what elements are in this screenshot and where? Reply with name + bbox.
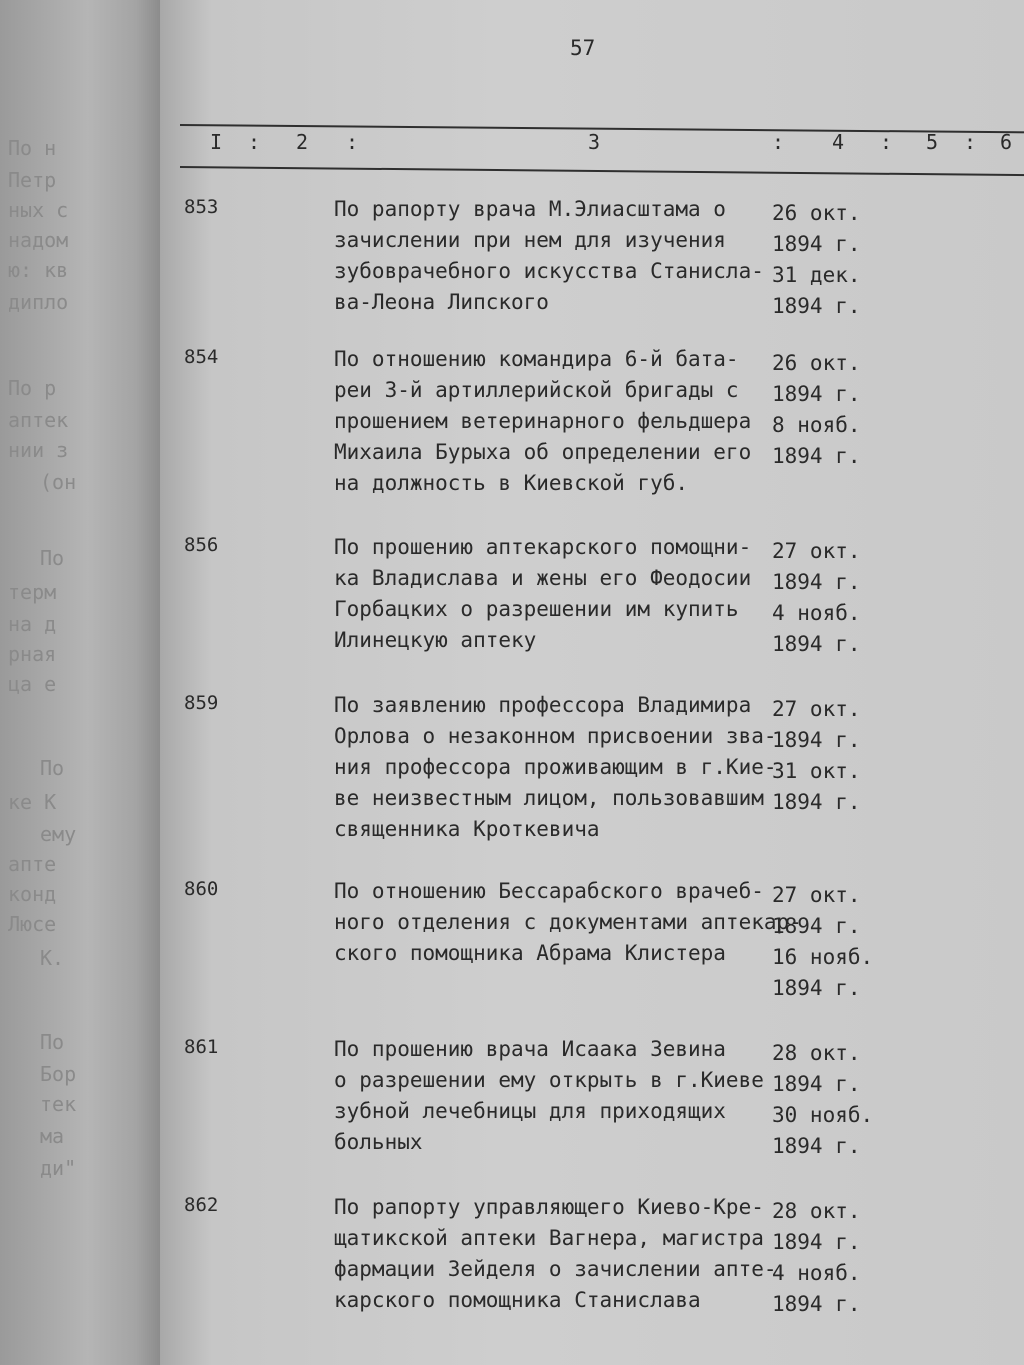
- left-page-text-fragment: ю: кв: [8, 258, 69, 282]
- table-rule-bottom: [180, 166, 1024, 176]
- entry-text: [334, 876, 802, 969]
- left-page-text-fragment: ца е: [8, 672, 57, 696]
- entry-text-line: По прошению аптекарского помощни-: [334, 535, 752, 559]
- column-header-6: 6: [1000, 130, 1013, 154]
- entry-date-line: 1894 г.: [772, 1072, 861, 1096]
- column-separator: :: [880, 130, 893, 154]
- column-separator: :: [772, 130, 785, 154]
- column-separator: :: [346, 130, 359, 154]
- entry-date-line: 31 окт.: [772, 759, 861, 783]
- entry-date-line: 1894 г.: [772, 570, 861, 594]
- entry-text-line: прошением ветеринарного фельдшера: [334, 409, 752, 433]
- entry-date-line: 27 окт.: [772, 539, 861, 563]
- entry-dates: [772, 880, 873, 1004]
- entry-text-line: По прошению врача Исаака Зевина: [334, 1037, 726, 1061]
- left-page-text-fragment: рная: [8, 642, 57, 666]
- entry-text-line: Илинецкую аптеку: [334, 628, 537, 652]
- column-separator: :: [248, 130, 261, 154]
- entry-date-line: 1894 г.: [772, 790, 861, 814]
- entry-text-line: ного отделения с документами аптекар-: [334, 910, 802, 934]
- left-page-text-fragment: По н: [8, 136, 57, 160]
- left-page-text-fragment: конд: [8, 882, 57, 906]
- entry-text: [334, 194, 774, 318]
- left-page-text-fragment: Петр: [8, 168, 57, 192]
- entry-text: [334, 344, 774, 499]
- entry-text-line: Михаила Бурыха об определении его: [334, 440, 752, 464]
- column-header-3: 3: [588, 130, 601, 154]
- entry-date-line: 30 нояб.: [772, 1103, 874, 1127]
- entry-text-line: больных: [334, 1130, 423, 1154]
- left-page-text-fragment: тек: [40, 1092, 77, 1116]
- entry-date-line: 1894 г.: [772, 294, 861, 318]
- entry-date-line: 1894 г.: [772, 728, 861, 752]
- left-page-text-fragment: ди": [40, 1156, 77, 1180]
- entry-text-line: ского помощника Абрама Клистера: [334, 941, 726, 965]
- left-page-text-fragment: Люсе: [8, 912, 57, 936]
- entry-text-line: зачислении при нем для изучения: [334, 228, 726, 252]
- entry-date-line: 1894 г.: [772, 232, 861, 256]
- left-page-text-fragment: ему: [40, 822, 77, 846]
- entry-text: [334, 532, 774, 656]
- entry-dates: [772, 1038, 873, 1162]
- entry-text-line: реи 3-й артиллерийской бригады с: [334, 378, 739, 402]
- left-page-text-fragment: надом: [8, 228, 69, 252]
- left-page-bleed: [0, 0, 160, 1365]
- left-page-text-fragment: Бор: [40, 1062, 77, 1086]
- entry-text-line: зубной лечебницы для приходящих: [334, 1099, 726, 1123]
- entry-date-line: 1894 г.: [772, 1230, 861, 1254]
- entry-date-line: 1894 г.: [772, 382, 861, 406]
- left-page-text-fragment: апте: [8, 852, 57, 876]
- left-page-text-fragment: ма: [40, 1124, 65, 1148]
- entry-dates: [772, 1196, 861, 1320]
- entry-date-line: 4 нояб.: [772, 1261, 861, 1285]
- left-page-text-fragment: По р: [8, 376, 57, 400]
- entry-date-line: 31 дек.: [772, 263, 861, 287]
- entry-date-line: 28 окт.: [772, 1199, 861, 1223]
- page-number: 57: [570, 36, 596, 60]
- entry-text-line: Орлова о незаконном присвоении зва-: [334, 724, 777, 748]
- entry-text-line: фармации Зейделя о зачислении апте-: [334, 1257, 777, 1281]
- entry-number: 862: [184, 1194, 219, 1216]
- entry-number: 856: [184, 534, 219, 556]
- left-page-text-fragment: По: [40, 1030, 65, 1054]
- entry-text-line: на должность в Киевской губ.: [334, 471, 689, 495]
- left-page-text-fragment: По: [40, 756, 65, 780]
- entry-text: [334, 1034, 774, 1158]
- entry-text-line: ве неизвестным лицом, пользовавшим: [334, 786, 764, 810]
- left-page-text-fragment: (он: [40, 470, 77, 494]
- entry-number: 861: [184, 1036, 219, 1058]
- left-page-text-fragment: По: [40, 546, 65, 570]
- entry-date-line: 1894 г.: [772, 1292, 861, 1316]
- entry-date-line: 27 окт.: [772, 883, 861, 907]
- entry-text-line: Горбацких о разрешении им купить: [334, 597, 739, 621]
- entry-text-line: ния профессора проживающим в г.Кие-: [334, 755, 777, 779]
- entry-dates: [772, 694, 861, 818]
- entry-date-line: 16 нояб.: [772, 945, 874, 969]
- entry-date-line: 1894 г.: [772, 1134, 861, 1158]
- entry-text-line: По отношению командира 6-й бата-: [334, 347, 739, 371]
- column-header-1: I: [210, 130, 223, 154]
- entry-text-line: По заявлению профессора Владимира: [334, 693, 752, 717]
- left-page-text-fragment: нии з: [8, 438, 69, 462]
- left-page-text-fragment: дипло: [8, 290, 69, 314]
- entry-text: [334, 1192, 777, 1316]
- column-separator: :: [964, 130, 977, 154]
- document-page: [160, 0, 1024, 1365]
- entry-date-line: 27 окт.: [772, 697, 861, 721]
- entry-text-line: По рапорту врача М.Элиасштама о: [334, 197, 726, 221]
- left-page-text-fragment: К.: [40, 946, 65, 970]
- entry-text-line: карского помощника Станислава: [334, 1288, 701, 1312]
- entry-date-line: 1894 г.: [772, 444, 861, 468]
- entry-text-line: зубоврачебного искусства Станисла-: [334, 259, 764, 283]
- entry-text-line: священника Кроткевича: [334, 817, 600, 841]
- entry-text: [334, 690, 777, 845]
- entry-date-line: 1894 г.: [772, 976, 861, 1000]
- entry-dates: [772, 348, 861, 472]
- entry-text-line: ка Владислава и жены его Феодосии: [334, 566, 752, 590]
- entry-date-line: 1894 г.: [772, 914, 861, 938]
- left-page-text-fragment: ке К: [8, 790, 57, 814]
- left-page-text-fragment: ных с: [8, 198, 69, 222]
- entry-number: 853: [184, 196, 219, 218]
- left-page-text-fragment: на д: [8, 612, 57, 636]
- left-page-text-fragment: терм: [8, 580, 57, 604]
- entry-text-line: По отношению Бессарабского врачеб-: [334, 879, 764, 903]
- entry-dates: [772, 198, 861, 322]
- entry-date-line: 8 нояб.: [772, 413, 861, 437]
- entry-text-line: По рапорту управляющего Киево-Кре-: [334, 1195, 764, 1219]
- entry-number: 854: [184, 346, 219, 368]
- column-header-2: 2: [296, 130, 309, 154]
- entry-date-line: 28 окт.: [772, 1041, 861, 1065]
- entry-date-line: 4 нояб.: [772, 601, 861, 625]
- entry-dates: [772, 536, 861, 660]
- entry-date-line: 26 окт.: [772, 201, 861, 225]
- column-header-4: 4: [832, 130, 845, 154]
- entry-text-line: ва-Леона Липского: [334, 290, 549, 314]
- entry-text-line: щатикской аптеки Вагнера, магистра: [334, 1226, 764, 1250]
- entry-date-line: 26 окт.: [772, 351, 861, 375]
- column-header-5: 5: [926, 130, 939, 154]
- entry-date-line: 1894 г.: [772, 632, 861, 656]
- entry-text-line: о разрешении ему открыть в г.Киеве: [334, 1068, 764, 1092]
- left-page-text-fragment: аптек: [8, 408, 69, 432]
- entry-number: 859: [184, 692, 219, 714]
- entry-number: 860: [184, 878, 219, 900]
